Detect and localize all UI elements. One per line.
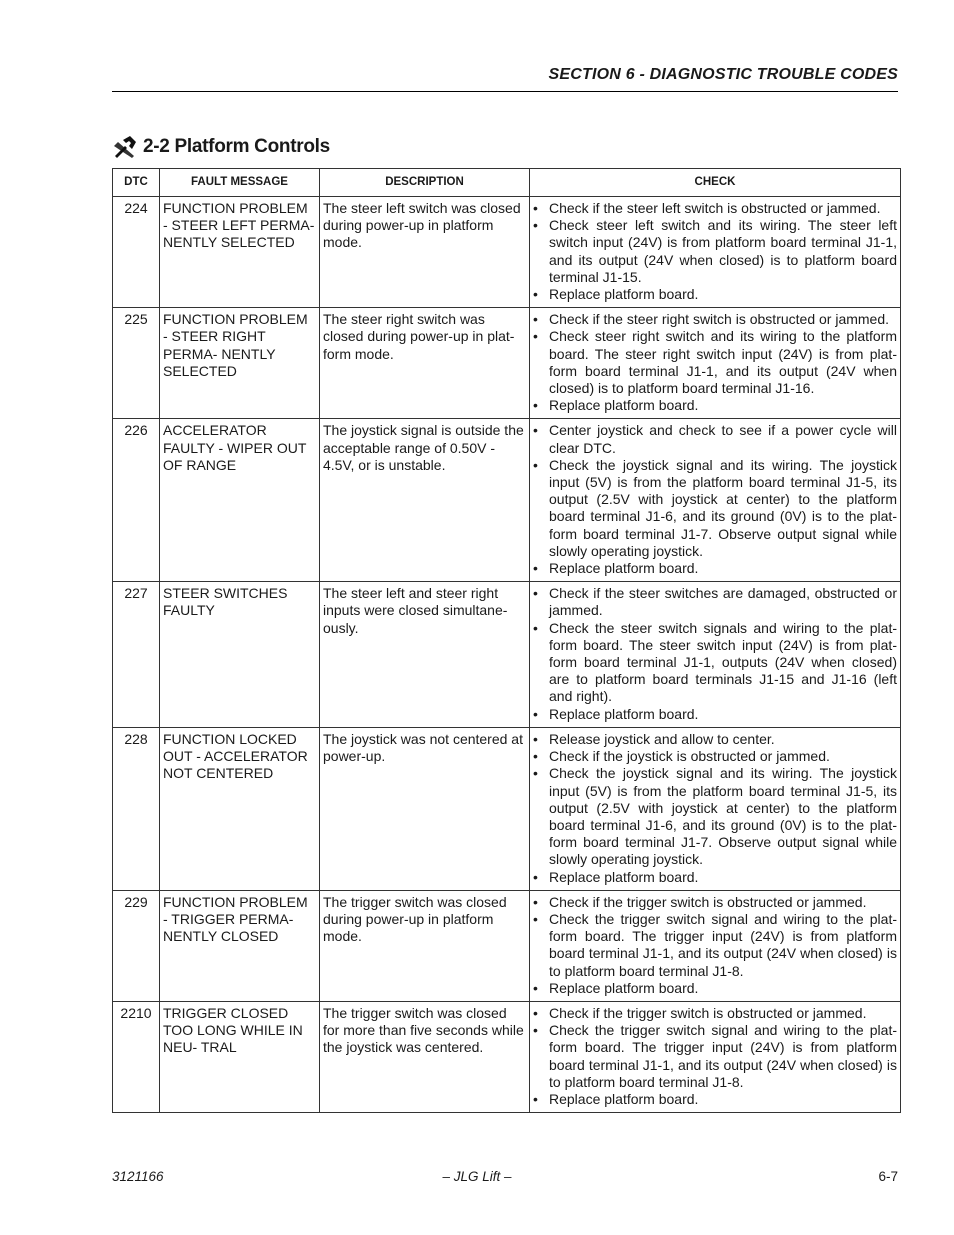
table-row [113, 1001, 901, 1112]
wrench-hammer-icon [112, 134, 138, 160]
table-row [113, 582, 901, 728]
dtc-code: 224 [113, 197, 160, 308]
table-row [113, 890, 901, 1001]
check-item: • Replace platform board. [533, 869, 897, 886]
check-item: • Check if the steer switches are damaged, obstructed or jammed. [533, 585, 897, 619]
fault-description: The trigger switch was closed for more than five seconds while the joystick was centered. [320, 1001, 530, 1112]
check-cell [530, 197, 901, 308]
table-row [113, 419, 901, 582]
fault-message: ACCELERATOR FAULTY - WIPER OUT OF RANGE [160, 419, 320, 582]
dtc-code: 228 [113, 727, 160, 890]
check-item: • Check the joystick signal and its wiring. The joystick input (5V) is from the platform board terminal J1-5, its output (2.5V with joystick at center) to the platform board terminal J1-6, and its ground (0V) is to the plat- form board terminal J1-7. Observe output signal while slowly operating joystick. [533, 765, 897, 868]
check-cell [530, 1001, 901, 1112]
check-list [533, 585, 897, 723]
fault-message: FUNCTION PROBLEM - TRIGGER PERMA- NENTLY CLOSED [160, 890, 320, 1001]
table-row [113, 727, 901, 890]
fault-message: FUNCTION LOCKED OUT - ACCELERATOR NOT CENTERED [160, 727, 320, 890]
footer-doc-number: 3121166 [112, 1169, 164, 1184]
check-item: • Check the joystick signal and its wiring. The joystick input (5V) is from the platform board terminal J1-5, its output (2.5V with joystick at center) to the platform board terminal J1-6, and its ground (0V) is to the plat- form board terminal J1-7. Observe output signal while slowly operating joystick. [533, 457, 897, 560]
dtc-code: 229 [113, 890, 160, 1001]
check-list [533, 311, 897, 414]
check-item: • Replace platform board. [533, 397, 897, 414]
fault-message: FUNCTION PROBLEM - STEER LEFT PERMA- NENTLY SELECTED [160, 197, 320, 308]
dtc-code: 2210 [113, 1001, 160, 1112]
check-item: • Release joystick and allow to center. [533, 731, 897, 748]
check-item: • Center joystick and check to see if a power cycle will clear DTC. [533, 422, 897, 456]
table-row [113, 308, 901, 419]
footer-brand: – JLG Lift – [442, 1169, 512, 1184]
check-item: • Check the trigger switch signal and wiring to the plat- form board. The trigger input (24V) is from platform board terminal J1-1, and its output (24V when closed) is to platform board terminal J1-8. [533, 1022, 897, 1091]
table-body [113, 197, 901, 1113]
check-item: • Check if the steer left switch is obstructed or jammed. [533, 200, 897, 217]
column-header-check: CHECK [530, 169, 901, 197]
check-item: • Check the trigger switch signal and wiring to the plat- form board. The trigger input (24V) is from platform board terminal J1-1, and its output (24V when closed) is to platform board terminal J1-8. [533, 911, 897, 980]
check-item: • Check if the trigger switch is obstructed or jammed. [533, 1005, 897, 1022]
section-heading [112, 134, 330, 160]
dtc-code: 225 [113, 308, 160, 419]
check-cell [530, 727, 901, 890]
dtc-code: 226 [113, 419, 160, 582]
check-item: • Check if the joystick is obstructed or jammed. [533, 748, 897, 765]
footer-page-number: 6-7 [878, 1169, 898, 1184]
column-header-description: DESCRIPTION [320, 169, 530, 197]
check-list [533, 894, 897, 997]
fault-message: FUNCTION PROBLEM - STEER RIGHT PERMA- NENTLY SELECTED [160, 308, 320, 419]
check-item: • Replace platform board. [533, 980, 897, 997]
check-item: • Replace platform board. [533, 706, 897, 723]
check-item: • Check if the steer right switch is obstructed or jammed. [533, 311, 897, 328]
section-title: 2-2 Platform Controls [143, 136, 330, 157]
check-item: • Check the steer switch signals and wiring to the plat- form board. The steer switch input (24V) is from plat- form board terminal J1-1, outputs (24V when closed) are to platform board terminals J1-15 and J1-16 (left and right). [533, 620, 897, 706]
check-item: • Check if the trigger switch is obstructed or jammed. [533, 894, 897, 911]
check-cell [530, 419, 901, 582]
check-cell [530, 890, 901, 1001]
column-header-dtc: DTC [113, 169, 160, 197]
check-list [533, 422, 897, 577]
check-cell [530, 308, 901, 419]
fault-description: The steer right switch was closed during power-up in plat- form mode. [320, 308, 530, 419]
column-header-fault-message: FAULT MESSAGE [160, 169, 320, 197]
check-list [533, 731, 897, 886]
fault-description: The joystick signal is outside the acceptable range of 0.50V - 4.5V, or is unstable. [320, 419, 530, 582]
fault-message: STEER SWITCHES FAULTY [160, 582, 320, 728]
fault-message: TRIGGER CLOSED TOO LONG WHILE IN NEU- TRAL [160, 1001, 320, 1112]
fault-description: The steer left and steer right inputs were closed simultane- ously. [320, 582, 530, 728]
fault-description: The trigger switch was closed during power-up in platform mode. [320, 890, 530, 1001]
check-cell [530, 582, 901, 728]
check-item: • Check steer left switch and its wiring. The steer left switch input (24V) is from platform board terminal J1-1, and its output (24V when closed) is to platform board terminal J1-15. [533, 217, 897, 286]
dtc-table [112, 168, 901, 1113]
table-row [113, 197, 901, 308]
section-header-title: SECTION 6 - DIAGNOSTIC TROUBLE CODES [548, 66, 898, 83]
check-item: • Replace platform board. [533, 1091, 897, 1108]
fault-description: The joystick was not centered at power-up. [320, 727, 530, 890]
fault-description: The steer left switch was closed during power-up in platform mode. [320, 197, 530, 308]
table-header-row [113, 169, 901, 197]
check-item: • Replace platform board. [533, 286, 897, 303]
check-list [533, 1005, 897, 1108]
check-item: • Check steer right switch and its wiring to the platform board. The steer right switch input (24V) is from plat- form board terminal J1-1, and its output (24V when closed) is to platform board terminal J1-16. [533, 328, 897, 397]
check-list [533, 200, 897, 303]
check-item: • Replace platform board. [533, 560, 897, 577]
header-rule [112, 91, 898, 92]
dtc-code: 227 [113, 582, 160, 728]
